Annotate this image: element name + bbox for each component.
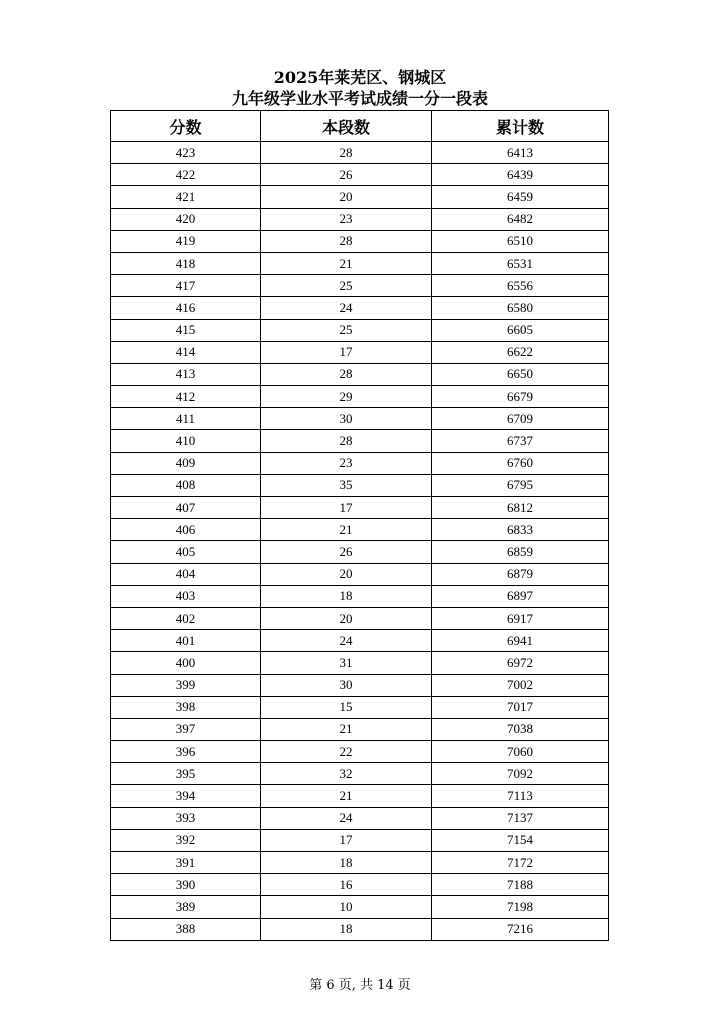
score-cell: 414 — [111, 341, 261, 363]
score-cell: 392 — [111, 829, 261, 851]
cumulative-count-cell: 6941 — [432, 630, 609, 652]
cumulative-count-cell: 7060 — [432, 741, 609, 763]
table-row — [111, 363, 609, 385]
table-row — [111, 896, 609, 918]
segment-count-cell: 17 — [261, 497, 432, 519]
segment-count-cell: 28 — [261, 230, 432, 252]
segment-count-cell: 28 — [261, 363, 432, 385]
table-row — [111, 164, 609, 186]
score-cell: 394 — [111, 785, 261, 807]
segment-count-cell: 21 — [261, 785, 432, 807]
score-cell: 398 — [111, 696, 261, 718]
table-row — [111, 319, 609, 341]
score-cell: 412 — [111, 386, 261, 408]
table-row — [111, 918, 609, 940]
cumulative-count-cell: 6879 — [432, 563, 609, 585]
cumulative-count-cell: 6972 — [432, 652, 609, 674]
table-row — [111, 763, 609, 785]
table-row — [111, 807, 609, 829]
cumulative-count-cell: 6482 — [432, 208, 609, 230]
header-segment-count: 本段数 — [261, 111, 432, 142]
cumulative-count-cell: 6859 — [432, 541, 609, 563]
table-row — [111, 829, 609, 851]
table-row — [111, 519, 609, 541]
table-row — [111, 230, 609, 252]
table-row — [111, 652, 609, 674]
segment-count-cell: 26 — [261, 541, 432, 563]
score-cell: 407 — [111, 497, 261, 519]
table-row — [111, 142, 609, 164]
segment-count-cell: 22 — [261, 741, 432, 763]
score-cell: 399 — [111, 674, 261, 696]
table-row — [111, 852, 609, 874]
table-row — [111, 297, 609, 319]
table-row — [111, 474, 609, 496]
table-row — [111, 275, 609, 297]
page-footer: 第 6 页, 共 14 页 — [309, 978, 411, 993]
document-subtitle: 九年级学业水平考试成绩一分一段表 — [231, 89, 488, 108]
cumulative-count-cell: 6605 — [432, 319, 609, 341]
score-cell: 408 — [111, 474, 261, 496]
score-cell: 422 — [111, 164, 261, 186]
table-row — [111, 408, 609, 430]
table-row — [111, 874, 609, 896]
score-cell: 420 — [111, 208, 261, 230]
segment-count-cell: 23 — [261, 208, 432, 230]
score-cell: 391 — [111, 852, 261, 874]
score-cell: 400 — [111, 652, 261, 674]
cumulative-count-cell: 6833 — [432, 519, 609, 541]
table-row — [111, 674, 609, 696]
segment-count-cell: 10 — [261, 896, 432, 918]
segment-count-cell: 28 — [261, 142, 432, 164]
table-row — [111, 430, 609, 452]
table-row — [111, 585, 609, 607]
table-row — [111, 607, 609, 629]
segment-count-cell: 35 — [261, 474, 432, 496]
cumulative-count-cell: 6650 — [432, 363, 609, 385]
score-cell: 417 — [111, 275, 261, 297]
cumulative-count-cell: 7092 — [432, 763, 609, 785]
header-score: 分数 — [111, 111, 261, 142]
table-row — [111, 718, 609, 740]
score-cell: 421 — [111, 186, 261, 208]
score-cell: 393 — [111, 807, 261, 829]
score-cell: 409 — [111, 452, 261, 474]
score-cell: 397 — [111, 718, 261, 740]
cumulative-count-cell: 6622 — [432, 341, 609, 363]
cumulative-count-cell: 6897 — [432, 585, 609, 607]
cumulative-count-cell: 6413 — [432, 142, 609, 164]
cumulative-count-cell: 6556 — [432, 275, 609, 297]
cumulative-count-cell: 7017 — [432, 696, 609, 718]
cumulative-count-cell: 6439 — [432, 164, 609, 186]
table-body — [111, 142, 609, 941]
cumulative-count-cell: 6795 — [432, 474, 609, 496]
segment-count-cell: 31 — [261, 652, 432, 674]
score-cell: 405 — [111, 541, 261, 563]
cumulative-count-cell: 6812 — [432, 497, 609, 519]
segment-count-cell: 25 — [261, 275, 432, 297]
segment-count-cell: 21 — [261, 718, 432, 740]
score-cell: 418 — [111, 252, 261, 274]
cumulative-count-cell: 6917 — [432, 607, 609, 629]
score-cell: 401 — [111, 630, 261, 652]
segment-count-cell: 20 — [261, 563, 432, 585]
cumulative-count-cell: 7188 — [432, 874, 609, 896]
score-cell: 388 — [111, 918, 261, 940]
cumulative-count-cell: 6709 — [432, 408, 609, 430]
segment-count-cell: 29 — [261, 386, 432, 408]
segment-count-cell: 23 — [261, 452, 432, 474]
score-cell: 410 — [111, 430, 261, 452]
cumulative-count-cell: 7198 — [432, 896, 609, 918]
segment-count-cell: 24 — [261, 297, 432, 319]
document-title: 2025年莱芜区、钢城区 — [273, 68, 447, 87]
score-cell: 411 — [111, 408, 261, 430]
table-row — [111, 785, 609, 807]
segment-count-cell: 21 — [261, 519, 432, 541]
cumulative-count-cell: 6679 — [432, 386, 609, 408]
cumulative-count-cell: 7002 — [432, 674, 609, 696]
table-row — [111, 252, 609, 274]
table-row — [111, 541, 609, 563]
score-cell: 403 — [111, 585, 261, 607]
segment-count-cell: 17 — [261, 341, 432, 363]
table-row — [111, 630, 609, 652]
table-row — [111, 208, 609, 230]
segment-count-cell: 30 — [261, 408, 432, 430]
segment-count-cell: 16 — [261, 874, 432, 896]
segment-count-cell: 24 — [261, 807, 432, 829]
table-row — [111, 497, 609, 519]
segment-count-cell: 20 — [261, 186, 432, 208]
segment-count-cell: 26 — [261, 164, 432, 186]
cumulative-count-cell: 6580 — [432, 297, 609, 319]
segment-count-cell: 18 — [261, 585, 432, 607]
cumulative-count-cell: 7113 — [432, 785, 609, 807]
score-cell: 389 — [111, 896, 261, 918]
cumulative-count-cell: 6737 — [432, 430, 609, 452]
segment-count-cell: 25 — [261, 319, 432, 341]
score-cell: 413 — [111, 363, 261, 385]
cumulative-count-cell: 6510 — [432, 230, 609, 252]
cumulative-count-cell: 7154 — [432, 829, 609, 851]
cumulative-count-cell: 7038 — [432, 718, 609, 740]
segment-count-cell: 15 — [261, 696, 432, 718]
segment-count-cell: 21 — [261, 252, 432, 274]
score-cell: 395 — [111, 763, 261, 785]
score-distribution-table — [110, 110, 609, 941]
table-row — [111, 563, 609, 585]
table-row — [111, 696, 609, 718]
score-cell: 423 — [111, 142, 261, 164]
score-cell: 404 — [111, 563, 261, 585]
segment-count-cell: 32 — [261, 763, 432, 785]
cumulative-count-cell: 7137 — [432, 807, 609, 829]
cumulative-count-cell: 6531 — [432, 252, 609, 274]
score-cell: 419 — [111, 230, 261, 252]
cumulative-count-cell: 6459 — [432, 186, 609, 208]
score-cell: 415 — [111, 319, 261, 341]
segment-count-cell: 18 — [261, 918, 432, 940]
score-cell: 406 — [111, 519, 261, 541]
score-cell: 416 — [111, 297, 261, 319]
segment-count-cell: 28 — [261, 430, 432, 452]
cumulative-count-cell: 6760 — [432, 452, 609, 474]
table-row — [111, 452, 609, 474]
table-row — [111, 386, 609, 408]
score-cell: 390 — [111, 874, 261, 896]
segment-count-cell: 30 — [261, 674, 432, 696]
table-row — [111, 741, 609, 763]
cumulative-count-cell: 7216 — [432, 918, 609, 940]
segment-count-cell: 18 — [261, 852, 432, 874]
cumulative-count-cell: 7172 — [432, 852, 609, 874]
score-cell: 396 — [111, 741, 261, 763]
table-row — [111, 186, 609, 208]
header-cumulative-count: 累计数 — [432, 111, 609, 142]
segment-count-cell: 17 — [261, 829, 432, 851]
segment-count-cell: 24 — [261, 630, 432, 652]
score-cell: 402 — [111, 607, 261, 629]
table-header-row — [111, 111, 609, 142]
table-row — [111, 341, 609, 363]
segment-count-cell: 20 — [261, 607, 432, 629]
